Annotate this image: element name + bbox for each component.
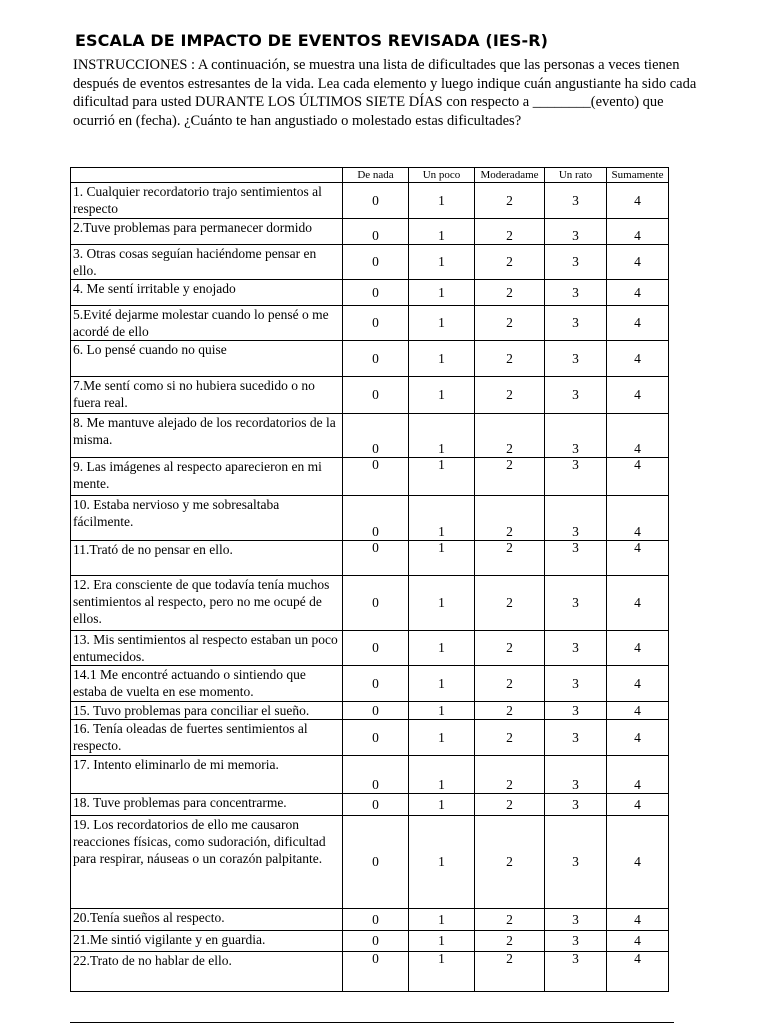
table-row bbox=[71, 931, 669, 952]
item-text: 12. Era consciente de que todavía tenía muchos sentimientos al respecto, pero no me ocupé de ellos. bbox=[71, 576, 343, 631]
score-de-nada: 0 bbox=[343, 496, 409, 541]
item-text: 10. Estaba nervioso y me sobresaltaba fácilmente. bbox=[71, 496, 343, 541]
score-un-rato: 3 bbox=[545, 245, 607, 280]
score-un-poco: 1 bbox=[409, 245, 475, 280]
item-text: 11.Trató de no pensar en ello. bbox=[71, 541, 343, 576]
score-un-poco: 1 bbox=[409, 909, 475, 931]
score-de-nada: 0 bbox=[343, 245, 409, 280]
table-row bbox=[71, 816, 669, 909]
table-row bbox=[71, 280, 669, 306]
score-sumamente: 4 bbox=[607, 631, 669, 666]
table-header-row bbox=[71, 168, 669, 183]
score-moderadamente: 2 bbox=[475, 952, 545, 992]
score-un-rato: 3 bbox=[545, 702, 607, 720]
table-row bbox=[71, 952, 669, 992]
score-de-nada: 0 bbox=[343, 720, 409, 756]
score-moderadamente: 2 bbox=[475, 756, 545, 794]
score-moderadamente: 2 bbox=[475, 306, 545, 341]
score-un-poco: 1 bbox=[409, 631, 475, 666]
score-sumamente: 4 bbox=[607, 816, 669, 909]
score-sumamente: 4 bbox=[607, 280, 669, 306]
score-moderadamente: 2 bbox=[475, 816, 545, 909]
score-de-nada: 0 bbox=[343, 458, 409, 496]
score-un-poco: 1 bbox=[409, 496, 475, 541]
score-un-rato: 3 bbox=[545, 219, 607, 245]
score-un-rato: 3 bbox=[545, 720, 607, 756]
score-un-poco: 1 bbox=[409, 541, 475, 576]
score-un-rato: 3 bbox=[545, 341, 607, 377]
table-row bbox=[71, 377, 669, 414]
instructions-paragraph: INSTRUCCIONES : A continuación, se muestra una lista de dificultades que las personas a veces tienen después de eventos estresantes de la vida. Lea cada elemento y luego indique cuán angustiante ha sido cada dificultad para usted DURANTE LOS ÚLTIMOS SIETE DÍAS con respecto a ________(evento) que ocurrió en (fecha). ¿Cuánto te han angustiado o molestado estas dificultades? bbox=[73, 57, 697, 129]
score-un-poco: 1 bbox=[409, 702, 475, 720]
score-moderadamente: 2 bbox=[475, 909, 545, 931]
score-de-nada: 0 bbox=[343, 909, 409, 931]
header-un-poco: Un poco bbox=[409, 168, 475, 183]
table-row bbox=[71, 756, 669, 794]
ies-r-table bbox=[70, 167, 669, 992]
table-row bbox=[71, 576, 669, 631]
score-un-poco: 1 bbox=[409, 183, 475, 219]
item-text: 9. Las imágenes al respecto aparecieron en mi mente. bbox=[71, 458, 343, 496]
score-de-nada: 0 bbox=[343, 794, 409, 816]
table-row bbox=[71, 414, 669, 458]
score-un-poco: 1 bbox=[409, 666, 475, 702]
score-sumamente: 4 bbox=[607, 219, 669, 245]
score-moderadamente: 2 bbox=[475, 931, 545, 952]
score-sumamente: 4 bbox=[607, 702, 669, 720]
score-sumamente: 4 bbox=[607, 720, 669, 756]
score-de-nada: 0 bbox=[343, 756, 409, 794]
score-de-nada: 0 bbox=[343, 816, 409, 909]
score-un-poco: 1 bbox=[409, 720, 475, 756]
score-un-poco: 1 bbox=[409, 414, 475, 458]
item-text: 13. Mis sentimientos al respecto estaban un poco entumecidos. bbox=[71, 631, 343, 666]
header-item bbox=[71, 168, 343, 183]
item-text: 2.Tuve problemas para permanecer dormido bbox=[71, 219, 343, 245]
score-moderadamente: 2 bbox=[475, 377, 545, 414]
score-un-poco: 1 bbox=[409, 458, 475, 496]
item-text: 8. Me mantuve alejado de los recordatorios de la misma. bbox=[71, 414, 343, 458]
item-text: 7.Me sentí como si no hubiera sucedido o no fuera real. bbox=[71, 377, 343, 414]
score-moderadamente: 2 bbox=[475, 183, 545, 219]
score-un-poco: 1 bbox=[409, 794, 475, 816]
score-moderadamente: 2 bbox=[475, 666, 545, 702]
score-de-nada: 0 bbox=[343, 414, 409, 458]
score-moderadamente: 2 bbox=[475, 496, 545, 541]
table-row bbox=[71, 794, 669, 816]
score-un-rato: 3 bbox=[545, 541, 607, 576]
score-un-rato: 3 bbox=[545, 280, 607, 306]
score-un-poco: 1 bbox=[409, 931, 475, 952]
table-row bbox=[71, 702, 669, 720]
score-de-nada: 0 bbox=[343, 702, 409, 720]
score-un-rato: 3 bbox=[545, 952, 607, 992]
header-de-nada: De nada bbox=[343, 168, 409, 183]
score-sumamente: 4 bbox=[607, 794, 669, 816]
score-sumamente: 4 bbox=[607, 414, 669, 458]
score-un-poco: 1 bbox=[409, 219, 475, 245]
score-un-poco: 1 bbox=[409, 576, 475, 631]
score-sumamente: 4 bbox=[607, 306, 669, 341]
score-un-rato: 3 bbox=[545, 909, 607, 931]
score-un-rato: 3 bbox=[545, 414, 607, 458]
item-text: 6. Lo pensé cuando no quise bbox=[71, 341, 343, 377]
score-un-poco: 1 bbox=[409, 377, 475, 414]
table-row bbox=[71, 341, 669, 377]
item-text: 14.1 Me encontré actuando o sintiendo que estaba de vuelta en ese momento. bbox=[71, 666, 343, 702]
table-row bbox=[71, 720, 669, 756]
score-un-rato: 3 bbox=[545, 666, 607, 702]
score-de-nada: 0 bbox=[343, 952, 409, 992]
table-row bbox=[71, 496, 669, 541]
score-moderadamente: 2 bbox=[475, 702, 545, 720]
item-text: 19. Los recordatorios de ello me causaron reacciones físicas, como sudoración, dificultad para respirar, náuseas o un corazón palpitante. bbox=[71, 816, 343, 909]
score-sumamente: 4 bbox=[607, 183, 669, 219]
item-text: 16. Tenía oleadas de fuertes sentimientos al respecto. bbox=[71, 720, 343, 756]
table-row bbox=[71, 909, 669, 931]
score-un-poco: 1 bbox=[409, 341, 475, 377]
table-row bbox=[71, 306, 669, 341]
item-text: 1. Cualquier recordatorio trajo sentimientos al respecto bbox=[71, 183, 343, 219]
score-moderadamente: 2 bbox=[475, 280, 545, 306]
score-moderadamente: 2 bbox=[475, 794, 545, 816]
score-un-poco: 1 bbox=[409, 280, 475, 306]
score-de-nada: 0 bbox=[343, 280, 409, 306]
score-un-poco: 1 bbox=[409, 816, 475, 909]
score-sumamente: 4 bbox=[607, 756, 669, 794]
score-un-rato: 3 bbox=[545, 794, 607, 816]
score-un-rato: 3 bbox=[545, 816, 607, 909]
score-un-poco: 1 bbox=[409, 306, 475, 341]
score-de-nada: 0 bbox=[343, 541, 409, 576]
header-sumamente: Sumamente bbox=[607, 168, 669, 183]
score-moderadamente: 2 bbox=[475, 245, 545, 280]
score-de-nada: 0 bbox=[343, 377, 409, 414]
item-text: 17. Intento eliminarlo de mi memoria. bbox=[71, 756, 343, 794]
score-un-rato: 3 bbox=[545, 183, 607, 219]
score-moderadamente: 2 bbox=[475, 541, 545, 576]
table-bottom-edge bbox=[70, 1022, 674, 1023]
score-un-rato: 3 bbox=[545, 496, 607, 541]
table-row bbox=[71, 666, 669, 702]
item-text: 22.Trato de no hablar de ello. bbox=[71, 952, 343, 992]
score-moderadamente: 2 bbox=[475, 720, 545, 756]
table-row bbox=[71, 183, 669, 219]
score-moderadamente: 2 bbox=[475, 414, 545, 458]
score-un-poco: 1 bbox=[409, 952, 475, 992]
score-de-nada: 0 bbox=[343, 306, 409, 341]
score-sumamente: 4 bbox=[607, 666, 669, 702]
score-sumamente: 4 bbox=[607, 576, 669, 631]
item-text: 15. Tuvo problemas para conciliar el sueño. bbox=[71, 702, 343, 720]
score-sumamente: 4 bbox=[607, 931, 669, 952]
score-sumamente: 4 bbox=[607, 909, 669, 931]
score-un-rato: 3 bbox=[545, 458, 607, 496]
score-un-poco: 1 bbox=[409, 756, 475, 794]
header-moderadamente: Moderadame bbox=[475, 168, 545, 183]
item-text: 5.Evité dejarme molestar cuando lo pensé o me acordé de ello bbox=[71, 306, 343, 341]
score-un-rato: 3 bbox=[545, 756, 607, 794]
score-moderadamente: 2 bbox=[475, 576, 545, 631]
table-row bbox=[71, 458, 669, 496]
item-text: 20.Tenía sueños al respecto. bbox=[71, 909, 343, 931]
table-row bbox=[71, 541, 669, 576]
score-sumamente: 4 bbox=[607, 245, 669, 280]
item-text: 21.Me sintió vigilante y en guardia. bbox=[71, 931, 343, 952]
score-un-rato: 3 bbox=[545, 306, 607, 341]
score-sumamente: 4 bbox=[607, 496, 669, 541]
score-sumamente: 4 bbox=[607, 952, 669, 992]
item-text: 4. Me sentí irritable y enojado bbox=[71, 280, 343, 306]
table-row bbox=[71, 245, 669, 280]
score-de-nada: 0 bbox=[343, 931, 409, 952]
score-un-rato: 3 bbox=[545, 931, 607, 952]
score-moderadamente: 2 bbox=[475, 341, 545, 377]
score-un-rato: 3 bbox=[545, 576, 607, 631]
score-sumamente: 4 bbox=[607, 458, 669, 496]
item-text: 18. Tuve problemas para concentrarme. bbox=[71, 794, 343, 816]
header-un-rato: Un rato bbox=[545, 168, 607, 183]
score-de-nada: 0 bbox=[343, 219, 409, 245]
score-moderadamente: 2 bbox=[475, 219, 545, 245]
table-row bbox=[71, 631, 669, 666]
score-de-nada: 0 bbox=[343, 183, 409, 219]
score-sumamente: 4 bbox=[607, 377, 669, 414]
score-moderadamente: 2 bbox=[475, 458, 545, 496]
item-text: 3. Otras cosas seguían haciéndome pensar en ello. bbox=[71, 245, 343, 280]
score-sumamente: 4 bbox=[607, 541, 669, 576]
score-un-rato: 3 bbox=[545, 377, 607, 414]
document-title: ESCALA DE IMPACTO DE EVENTOS REVISADA (IES-R) bbox=[75, 31, 549, 50]
score-un-rato: 3 bbox=[545, 631, 607, 666]
score-moderadamente: 2 bbox=[475, 631, 545, 666]
table-row bbox=[71, 219, 669, 245]
score-de-nada: 0 bbox=[343, 341, 409, 377]
score-de-nada: 0 bbox=[343, 631, 409, 666]
score-sumamente: 4 bbox=[607, 341, 669, 377]
score-de-nada: 0 bbox=[343, 576, 409, 631]
score-de-nada: 0 bbox=[343, 666, 409, 702]
